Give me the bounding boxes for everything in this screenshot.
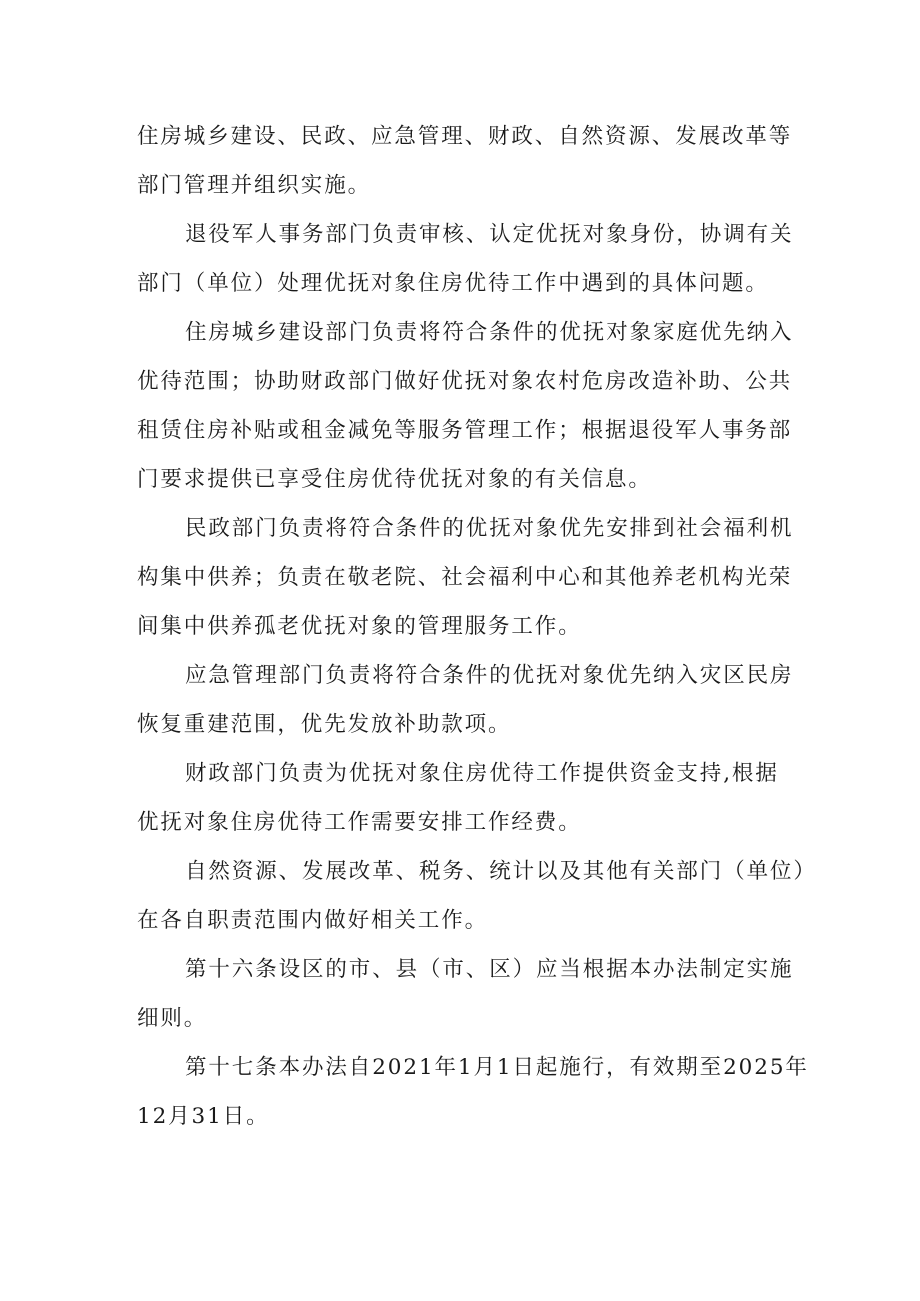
text-line: 租赁住房补贴或租金减免等服务管理工作；根据退役军人事务部 (137, 418, 793, 443)
text-line: 部门（单位）处理优抚对象住房优待工作中遇到的具体问题。 (137, 271, 769, 296)
text-line: 优待范围；协助财政部门做好优抚对象农村危房改造补助、公共 (137, 369, 793, 394)
text-line: 财政部门负责为优抚对象住房优待工作提供资金支持,根据 (185, 761, 779, 786)
text-line: 退役军人事务部门负责审核、认定优抚对象身份，协调有关 (185, 222, 794, 247)
paragraph-4 (137, 504, 797, 651)
paragraph-1 (137, 112, 797, 210)
text-line: 门要求提供已享受住房优待优抚对象的有关信息。 (137, 467, 652, 492)
text-line: 自然资源、发展改革、税务、统计以及其他有关部门（单位） (185, 859, 817, 884)
text-line: 间集中供养孤老优抚对象的管理服务工作。 (137, 614, 582, 639)
paragraph-7 (137, 847, 817, 945)
paragraph-5 (137, 651, 797, 749)
text-line: 住房城乡建设部门负责将符合条件的优抚对象家庭优先纳入 (185, 320, 794, 345)
text-line: 第十七条本办法自2021年1月1日起施行，有效期至2025年 (185, 1055, 809, 1080)
paragraph-9 (137, 1043, 809, 1141)
text-line: 民政部门负责将符合条件的优抚对象优先安排到社会福利机 (185, 516, 794, 541)
paragraph-2 (137, 210, 797, 308)
text-line: 第十六条设区的市、县（市、区）应当根据本办法制定实施 (185, 957, 794, 982)
text-line: 构集中供养；负责在敬老院、社会福利中心和其他养老机构光荣 (137, 565, 793, 590)
text-line: 恢复重建范围，优先发放补助款项。 (137, 712, 512, 737)
text-line: 12月31日。 (137, 1104, 270, 1129)
paragraph-3 (137, 308, 797, 504)
text-line: 优抚对象住房优待工作需要安排工作经费。 (137, 810, 582, 835)
text-line: 住房城乡建设、民政、应急管理、财政、自然资源、发展改革等 (137, 124, 793, 149)
text-line: 细则。 (137, 1006, 208, 1031)
text-line: 在各自职责范围内做好相关工作。 (137, 908, 489, 933)
text-line: 应急管理部门负责将符合条件的优抚对象优先纳入灾区民房 (185, 663, 794, 688)
text-line: 部门管理并组织实施。 (137, 173, 372, 198)
paragraph-8 (137, 945, 797, 1043)
paragraph-6 (137, 749, 797, 847)
document-body (137, 112, 817, 1141)
